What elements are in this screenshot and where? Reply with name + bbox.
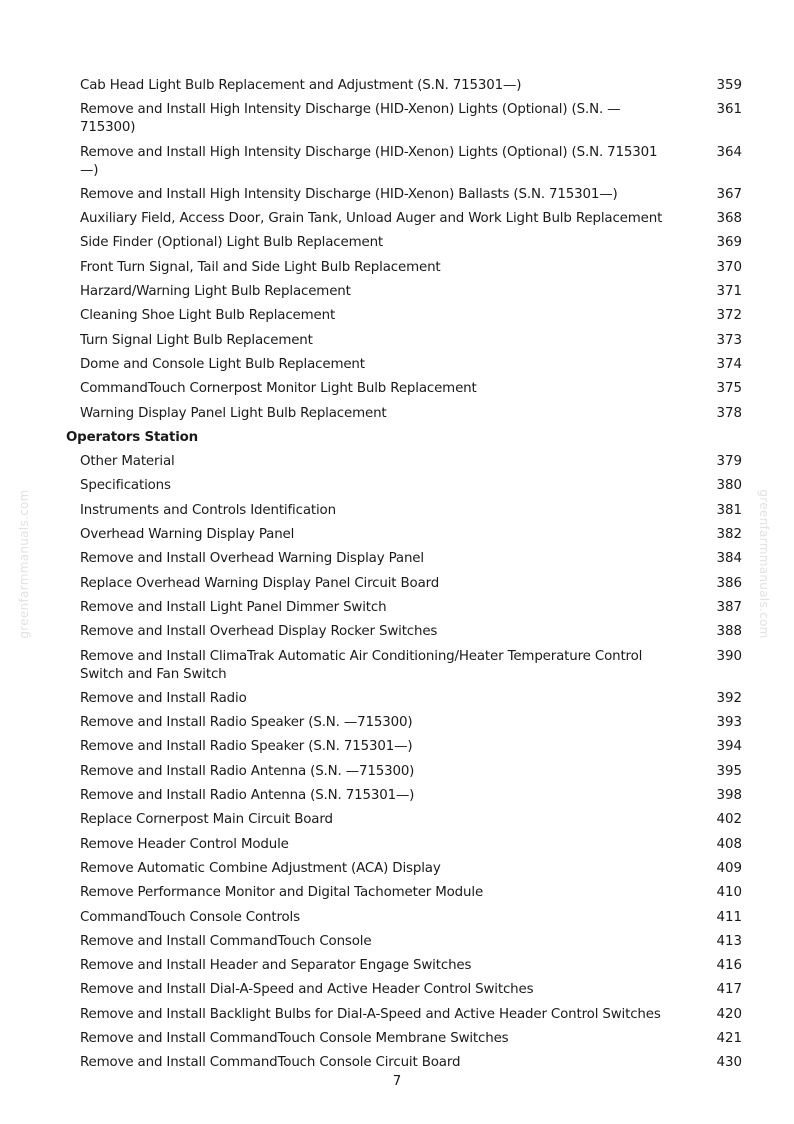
toc-entry-title: Turn Signal Light Bulb Replacement xyxy=(80,332,313,348)
toc-entry-page-number: 430 xyxy=(716,1055,742,1071)
toc-entry[interactable] xyxy=(0,259,794,277)
toc-entry-title: Warning Display Panel Light Bulb Replacement xyxy=(80,405,387,421)
toc-entry-page-number: 421 xyxy=(716,1030,742,1046)
toc-entry-title: Remove and Install High Intensity Discharge (HID-Xenon) Lights (Optional) (S.N. —715300) xyxy=(80,102,621,136)
toc-entry-title: Side Finder (Optional) Light Bulb Replacement xyxy=(80,235,384,251)
toc-entry[interactable] xyxy=(0,77,794,95)
toc-entry[interactable] xyxy=(0,648,794,684)
toc-entry-title: Auxiliary Field, Access Door, Grain Tank, Unload Auger and Work Light Bulb Replacement xyxy=(80,211,663,227)
watermark-right: greenfarmmanuals.com xyxy=(757,489,771,639)
toc-entry-title: Remove and Install ClimaTrak Automatic Air Conditioning/Heater Temperature Control Switch and Fan Switch xyxy=(80,648,643,682)
toc-entry[interactable] xyxy=(0,405,794,423)
toc-entry[interactable] xyxy=(0,933,794,951)
toc-entry-page-number: 390 xyxy=(716,648,742,664)
toc-entry-page-number: 398 xyxy=(716,788,742,804)
toc-entry-page-number: 381 xyxy=(716,502,742,518)
toc-entry[interactable] xyxy=(0,623,794,641)
toc-entry-title: Remove and Install Radio Speaker (S.N. 715301—) xyxy=(80,739,413,755)
toc-entry-title: Remove and Install Radio Antenna (S.N. —715300) xyxy=(80,763,415,779)
toc-entry-page-number: 409 xyxy=(716,860,742,876)
toc-entry-page-number: 373 xyxy=(716,332,742,348)
toc-entry-page-number: 361 xyxy=(716,102,742,118)
toc-entry[interactable] xyxy=(0,356,794,374)
toc-entry-page-number: 417 xyxy=(716,982,742,998)
toc-entry[interactable] xyxy=(0,1030,794,1048)
toc-entry-title: Remove and Install Radio Speaker (S.N. —715300) xyxy=(80,715,413,731)
toc-entry[interactable] xyxy=(0,144,794,180)
toc-entry-page-number: 393 xyxy=(716,715,742,731)
toc-entry-page-number: 395 xyxy=(716,763,742,779)
toc-entry[interactable] xyxy=(0,714,794,732)
toc-entry-page-number: 378 xyxy=(716,405,742,421)
toc-entry[interactable] xyxy=(0,550,794,568)
toc-entry-title: Harzard/Warning Light Bulb Replacement xyxy=(80,284,351,300)
toc-entry-title: Overhead Warning Display Panel xyxy=(80,527,295,543)
toc-entry-page-number: 410 xyxy=(716,885,742,901)
toc-entry-page-number: 392 xyxy=(716,690,742,706)
toc-entry-page-number: 370 xyxy=(716,259,742,275)
toc-entry-title: Specifications xyxy=(80,478,171,494)
toc-entry-title: Cleaning Shoe Light Bulb Replacement xyxy=(80,308,336,324)
toc-entry-title: Other Material xyxy=(80,454,175,470)
toc-entry-title: Remove and Install CommandTouch Console xyxy=(80,933,372,949)
toc-entry[interactable] xyxy=(0,502,794,520)
toc-entry-title: Remove and Install Header and Separator Engage Switches xyxy=(80,958,472,974)
toc-entry[interactable] xyxy=(0,738,794,756)
toc-entry-page-number: 387 xyxy=(716,599,742,615)
toc-entry-title: Remove Automatic Combine Adjustment (ACA) Display xyxy=(80,860,441,876)
toc-entry[interactable] xyxy=(0,981,794,999)
toc-entry-title: Remove and Install Light Panel Dimmer Switch xyxy=(80,599,387,615)
toc-entry-title: Front Turn Signal, Tail and Side Light Bulb Replacement xyxy=(80,259,441,275)
toc-entry[interactable] xyxy=(0,101,794,137)
toc-entry-title: Remove and Install CommandTouch Console Membrane Switches xyxy=(80,1030,509,1046)
toc-entry[interactable] xyxy=(0,477,794,495)
toc-entry[interactable] xyxy=(0,1006,794,1024)
toc-entry-page-number: 384 xyxy=(716,551,742,567)
toc-entry[interactable] xyxy=(0,283,794,301)
toc-entry-title: Replace Overhead Warning Display Panel Circuit Board xyxy=(80,575,440,591)
toc-entry-page-number: 408 xyxy=(716,836,742,852)
toc-entry[interactable] xyxy=(0,453,794,471)
toc-entry[interactable] xyxy=(0,234,794,252)
toc-entry-page-number: 416 xyxy=(716,958,742,974)
toc-entry[interactable] xyxy=(0,1054,794,1072)
toc-entry-page-number: 402 xyxy=(716,812,742,828)
toc-entry-title: Dome and Console Light Bulb Replacement xyxy=(80,356,365,372)
toc-entry-page-number: 369 xyxy=(716,235,742,251)
toc-entry-title: Remove and Install Radio Antenna (S.N. 715301—) xyxy=(80,788,415,804)
toc-entry-page-number: 375 xyxy=(716,381,742,397)
toc-entry[interactable] xyxy=(0,860,794,878)
page-number: 7 xyxy=(392,1074,402,1089)
toc-entry-page-number: 364 xyxy=(716,144,742,160)
toc-entry-title: CommandTouch Cornerpost Monitor Light Bulb Replacement xyxy=(80,381,477,397)
toc-entry-title: Remove and Install Backlight Bulbs for Dial-A-Speed and Active Header Control Switches xyxy=(80,1006,661,1022)
toc-entry-title: Remove Performance Monitor and Digital Tachometer Module xyxy=(80,885,484,901)
toc-entry-page-number: 374 xyxy=(716,356,742,372)
toc-entry[interactable] xyxy=(0,380,794,398)
toc-entry-title: Remove and Install Radio xyxy=(80,690,247,706)
toc-entry-title: CommandTouch Console Controls xyxy=(80,909,300,925)
toc-entry-page-number: 386 xyxy=(716,575,742,591)
toc-entry[interactable] xyxy=(0,575,794,593)
toc-entry-page-number: 368 xyxy=(716,211,742,227)
toc-entry[interactable] xyxy=(0,884,794,902)
toc-entry-title: Remove and Install High Intensity Discharge (HID-Xenon) Ballasts (S.N. 715301—) xyxy=(80,186,618,202)
toc-entry-page-number: 413 xyxy=(716,933,742,949)
toc-entry-page-number: 367 xyxy=(716,186,742,202)
toc-entry-title: Remove Header Control Module xyxy=(80,836,289,852)
toc-entry-page-number: 359 xyxy=(716,78,742,93)
toc-entry[interactable] xyxy=(0,836,794,854)
toc-entry[interactable] xyxy=(0,787,794,805)
toc-entry-page-number: 379 xyxy=(716,454,742,470)
toc-section-heading: Operators Station xyxy=(66,429,198,445)
toc-entry-title: Remove and Install High Intensity Discharge (HID-Xenon) Lights (Optional) (S.N. 715301—) xyxy=(80,144,658,178)
toc-entry-title: Remove and Install Overhead Display Rocker Switches xyxy=(80,624,438,640)
toc-entry[interactable] xyxy=(0,909,794,927)
toc-entry-title: Instruments and Controls Identification xyxy=(80,502,336,518)
toc-entry-page-number: 382 xyxy=(716,527,742,543)
toc-entry[interactable] xyxy=(0,957,794,975)
toc-entry[interactable] xyxy=(0,599,794,617)
toc-entry[interactable] xyxy=(0,526,794,544)
toc-entry[interactable] xyxy=(0,763,794,781)
toc-entry-title: Remove and Install Overhead Warning Display Panel xyxy=(80,551,424,567)
toc-entry-page-number: 394 xyxy=(716,739,742,755)
toc-entry-title: Replace Cornerpost Main Circuit Board xyxy=(80,812,333,828)
toc-entry[interactable] xyxy=(0,811,794,829)
toc-entry[interactable] xyxy=(0,186,794,204)
toc-entry-page-number: 420 xyxy=(716,1006,742,1022)
toc-entry[interactable] xyxy=(0,210,794,228)
toc-entry-page-number: 380 xyxy=(716,478,742,494)
toc-entry-title: Remove and Install CommandTouch Console Circuit Board xyxy=(80,1055,461,1071)
toc-entry-title: Remove and Install Dial-A-Speed and Active Header Control Switches xyxy=(80,982,534,998)
toc-entry-title: Cab Head Light Bulb Replacement and Adjustment (S.N. 715301—) xyxy=(80,78,522,93)
toc-entry[interactable] xyxy=(0,690,794,708)
toc-entry-page-number: 411 xyxy=(716,909,742,925)
table-of-contents xyxy=(0,77,794,1079)
toc-entry[interactable] xyxy=(0,332,794,350)
toc-entry-page-number: 371 xyxy=(716,284,742,300)
toc-entry[interactable] xyxy=(0,307,794,325)
toc-entry-page-number: 372 xyxy=(716,308,742,324)
watermark-left: greenfarmmanuals.com xyxy=(17,489,31,639)
toc-entry-page-number: 388 xyxy=(716,624,742,640)
